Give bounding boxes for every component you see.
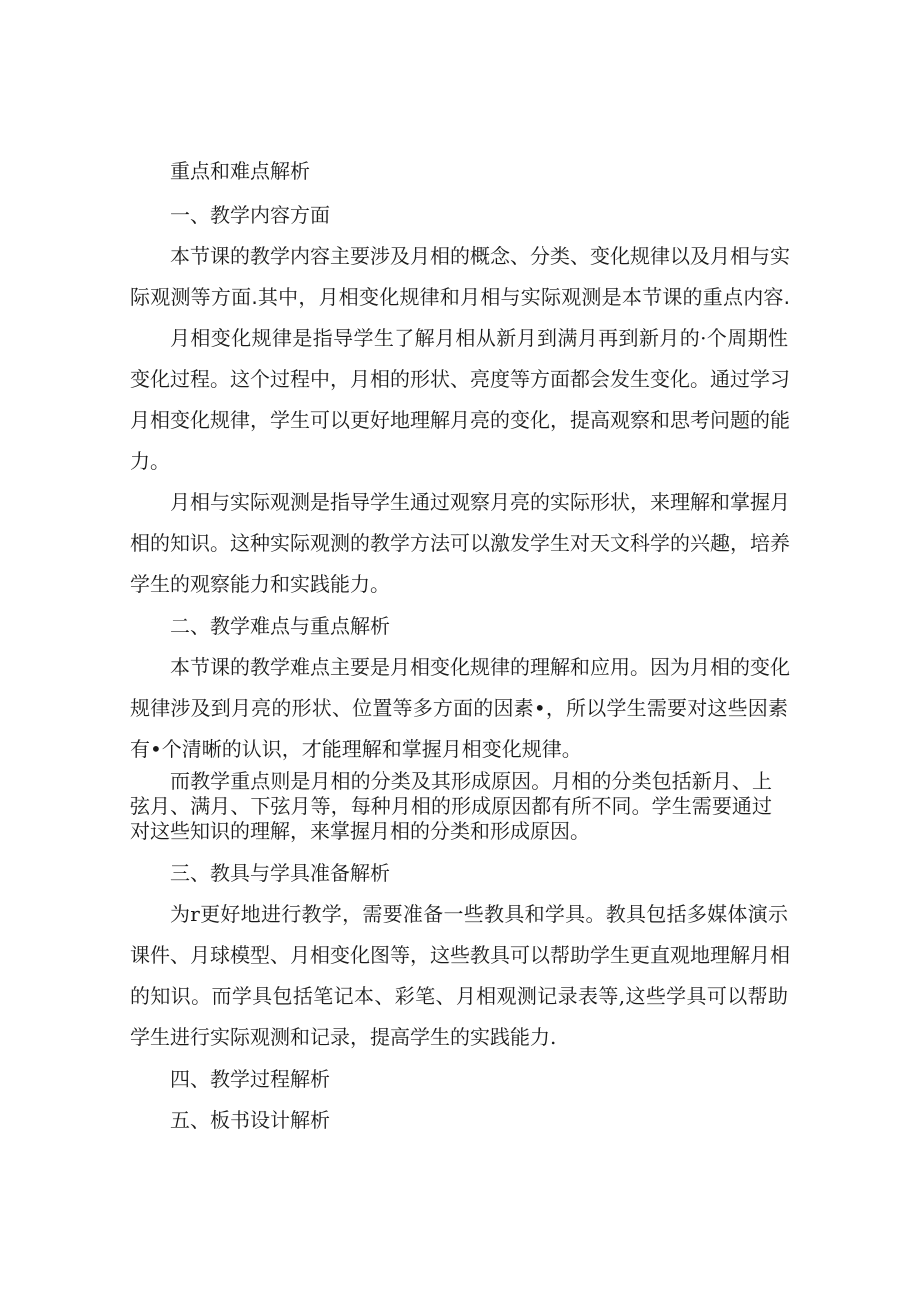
paragraph-line: 月相与实际观测是指导学生通过观察月亮的实际形状，来理解和掌握月 (170, 490, 790, 514)
paragraph-line: 际观测等方面.其中，月相变化规律和月相与实际观测是本节课的重点内容. (130, 285, 790, 309)
paragraph-line: 规律涉及到月亮的形状、位置等多方面的因素•，所以学生需要对这些因素 (130, 696, 788, 720)
section-heading: 一、教学内容方面 (170, 203, 330, 227)
paragraph-line: 月相变化规律是指导学生了解月相从新月到满月再到新月的·个周期性 (170, 326, 788, 350)
paragraph-line: 的知识。而学具包括笔记本、彩笔、月相观测记录表等,这些学具可以帮助 (130, 984, 788, 1008)
paragraph-line: 本节课的教学内容主要涉及月相的概念、分类、变化规律以及月相与实 (170, 244, 790, 268)
paragraph-line: 力。 (130, 449, 170, 473)
paragraph-line: 学生进行实际观测和记录，提高学生的实践能力. (130, 1025, 557, 1049)
section-heading: 四、教学过程解析 (170, 1067, 330, 1091)
paragraph-line: 本节课的教学难点主要是月相变化规律的理解和应用。因为月相的变化 (170, 655, 790, 679)
paragraph-line: 相的知识。这种实际观测的教学方法可以激发学生对天文科学的兴趣，培养 (130, 531, 790, 555)
paragraph-line: 弦月、满月、下弦月等，每种月相的形成原因都有所不同。学生需要通过 (130, 794, 772, 818)
paragraph-line: 而教学重点则是月相的分类及其形成原因。月相的分类包括新月、上 (170, 769, 772, 793)
paragraph-line: 变化过程。这个过程中，月相的形状、亮度等方面都会发生变化。通过学习 (130, 367, 790, 391)
paragraph-line: 学生的观察能力和实践能力。 (130, 572, 390, 596)
paragraph-line: 课件、月球模型、月相变化图等，这些教具可以帮助学生更直观地理解月相 (130, 943, 790, 967)
document-title: 重点和难点解析 (170, 159, 310, 183)
paragraph-line: 有•个清晰的认识，才能理解和掌握月相变化规律。 (130, 737, 582, 761)
section-heading: 五、板书设计解析 (170, 1108, 330, 1132)
paragraph-line: 月相变化规律，学生可以更好地理解月亮的变化，提高观察和思考问题的能 (130, 408, 790, 432)
section-heading: 三、教具与学具准备解析 (170, 861, 390, 885)
paragraph-line: 为r更好地进行教学，需要准备一些教具和学具。教具包括多媒体演示 (170, 902, 788, 926)
paragraph-line: 对这些知识的理解，来掌握月相的分类和形成原因。 (130, 819, 590, 843)
section-heading: 二、教学难点与重点解析 (170, 614, 390, 638)
